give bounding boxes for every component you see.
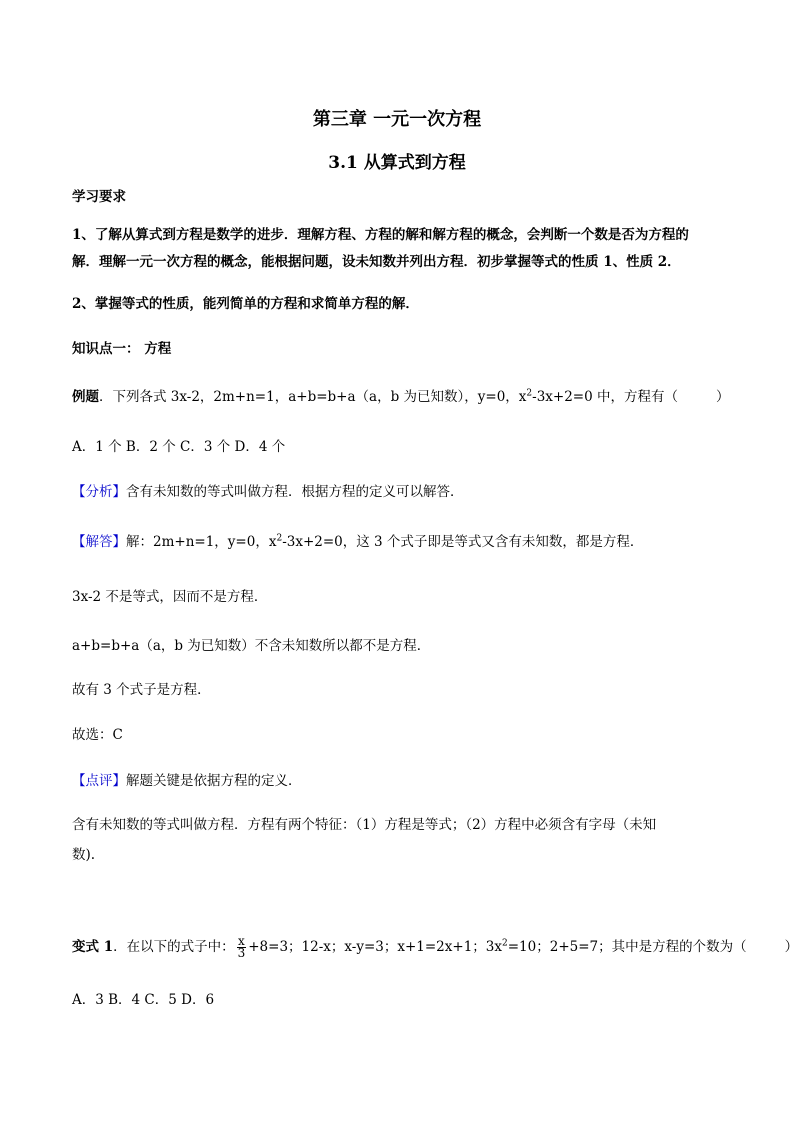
solution-line-3: a+b=b+a（a，b 为已知数）不含未知数所以都不是方程． — [72, 638, 431, 654]
variant-question — [72, 934, 798, 960]
example-label: 例题 — [72, 389, 99, 405]
comment-text: 解题关键是依据方程的定义． — [126, 773, 302, 789]
comment-body-line-2: 数). — [72, 847, 96, 863]
solution-text-after: -3x+2=0，这 3 个式子即是等式又含有未知数，都是方程． — [282, 534, 644, 550]
solution-line-4: 故有 3 个式子是方程． — [72, 682, 211, 698]
requirement-line-1: 1、了解从算式到方程是数学的进步．理解方程、方程的解和解方程的概念，会判断一个数是否为方程的 — [72, 227, 689, 243]
section-title: 3.1 从算式到方程 — [328, 153, 466, 173]
variant-close-paren: ） — [784, 939, 798, 955]
solution-tag: 【解答】 — [72, 534, 126, 550]
solution-choice: 故选：C — [72, 727, 123, 743]
knowledge-point-heading: 知识点一： 方程 — [72, 341, 172, 357]
fraction-denominator: 3 — [237, 946, 246, 960]
variant-options: A．3 B．4 C．5 D．6 — [72, 992, 215, 1008]
variant-text-prefix: ．在以下的式子中： — [113, 939, 235, 955]
requirements-heading: 学习要求 — [72, 189, 126, 205]
example-exponent: 2 — [526, 388, 533, 399]
variant-text-middle2: =10；2+5=7；其中是方程的个数为（ — [507, 939, 747, 955]
comment-tag: 【点评】 — [72, 773, 126, 789]
variant-exponent: 2 — [502, 938, 508, 949]
analysis-line — [72, 482, 722, 502]
analysis-tag: 【分析】 — [72, 484, 126, 500]
solution-line-2: 3x-2 不是等式，因而不是方程． — [72, 589, 268, 605]
solution-text-before: 解：2m+n=1，y=0，x — [126, 534, 277, 550]
fraction-numerator: x — [238, 934, 245, 948]
example-close-paren: ） — [716, 389, 730, 405]
variant-label: 变式 1 — [72, 939, 114, 955]
chapter-title: 第三章 一元一次方程 — [312, 109, 482, 130]
fraction-x-over-3 — [237, 936, 247, 959]
example-text-after: -3x+2=0 中，方程有（ — [532, 389, 678, 405]
solution-line — [72, 532, 722, 552]
example-question — [72, 387, 730, 407]
example-options: A．1 个 B．2 个 C．3 个 D．4 个 — [72, 439, 286, 455]
comment-body-line-1: 含有未知数的等式叫做方程．方程有两个特征：（1）方程是等式；（2）方程中必须含有字母（未知 — [72, 817, 657, 833]
requirement-line-3: 2、掌握等式的性质，能列简单的方程和求简单方程的解． — [72, 296, 419, 312]
solution-exponent: 2 — [276, 533, 283, 544]
variant-text-middle1: +8=3；12-x；x-y=3；x+1=2x+1；3x — [248, 939, 502, 955]
requirement-line-2: 解．理解一元一次方程的概念，能根据问题，设未知数并列出方程．初步掌握等式的性质 1、性质 2． — [72, 254, 681, 270]
comment-line — [72, 771, 722, 791]
analysis-text: 含有未知数的等式叫做方程．根据方程的定义可以解答． — [126, 484, 464, 500]
example-text-before: ．下列各式 3x-2，2m+n=1，a+b=b+a（a，b 为已知数），y=0，x — [99, 389, 527, 405]
